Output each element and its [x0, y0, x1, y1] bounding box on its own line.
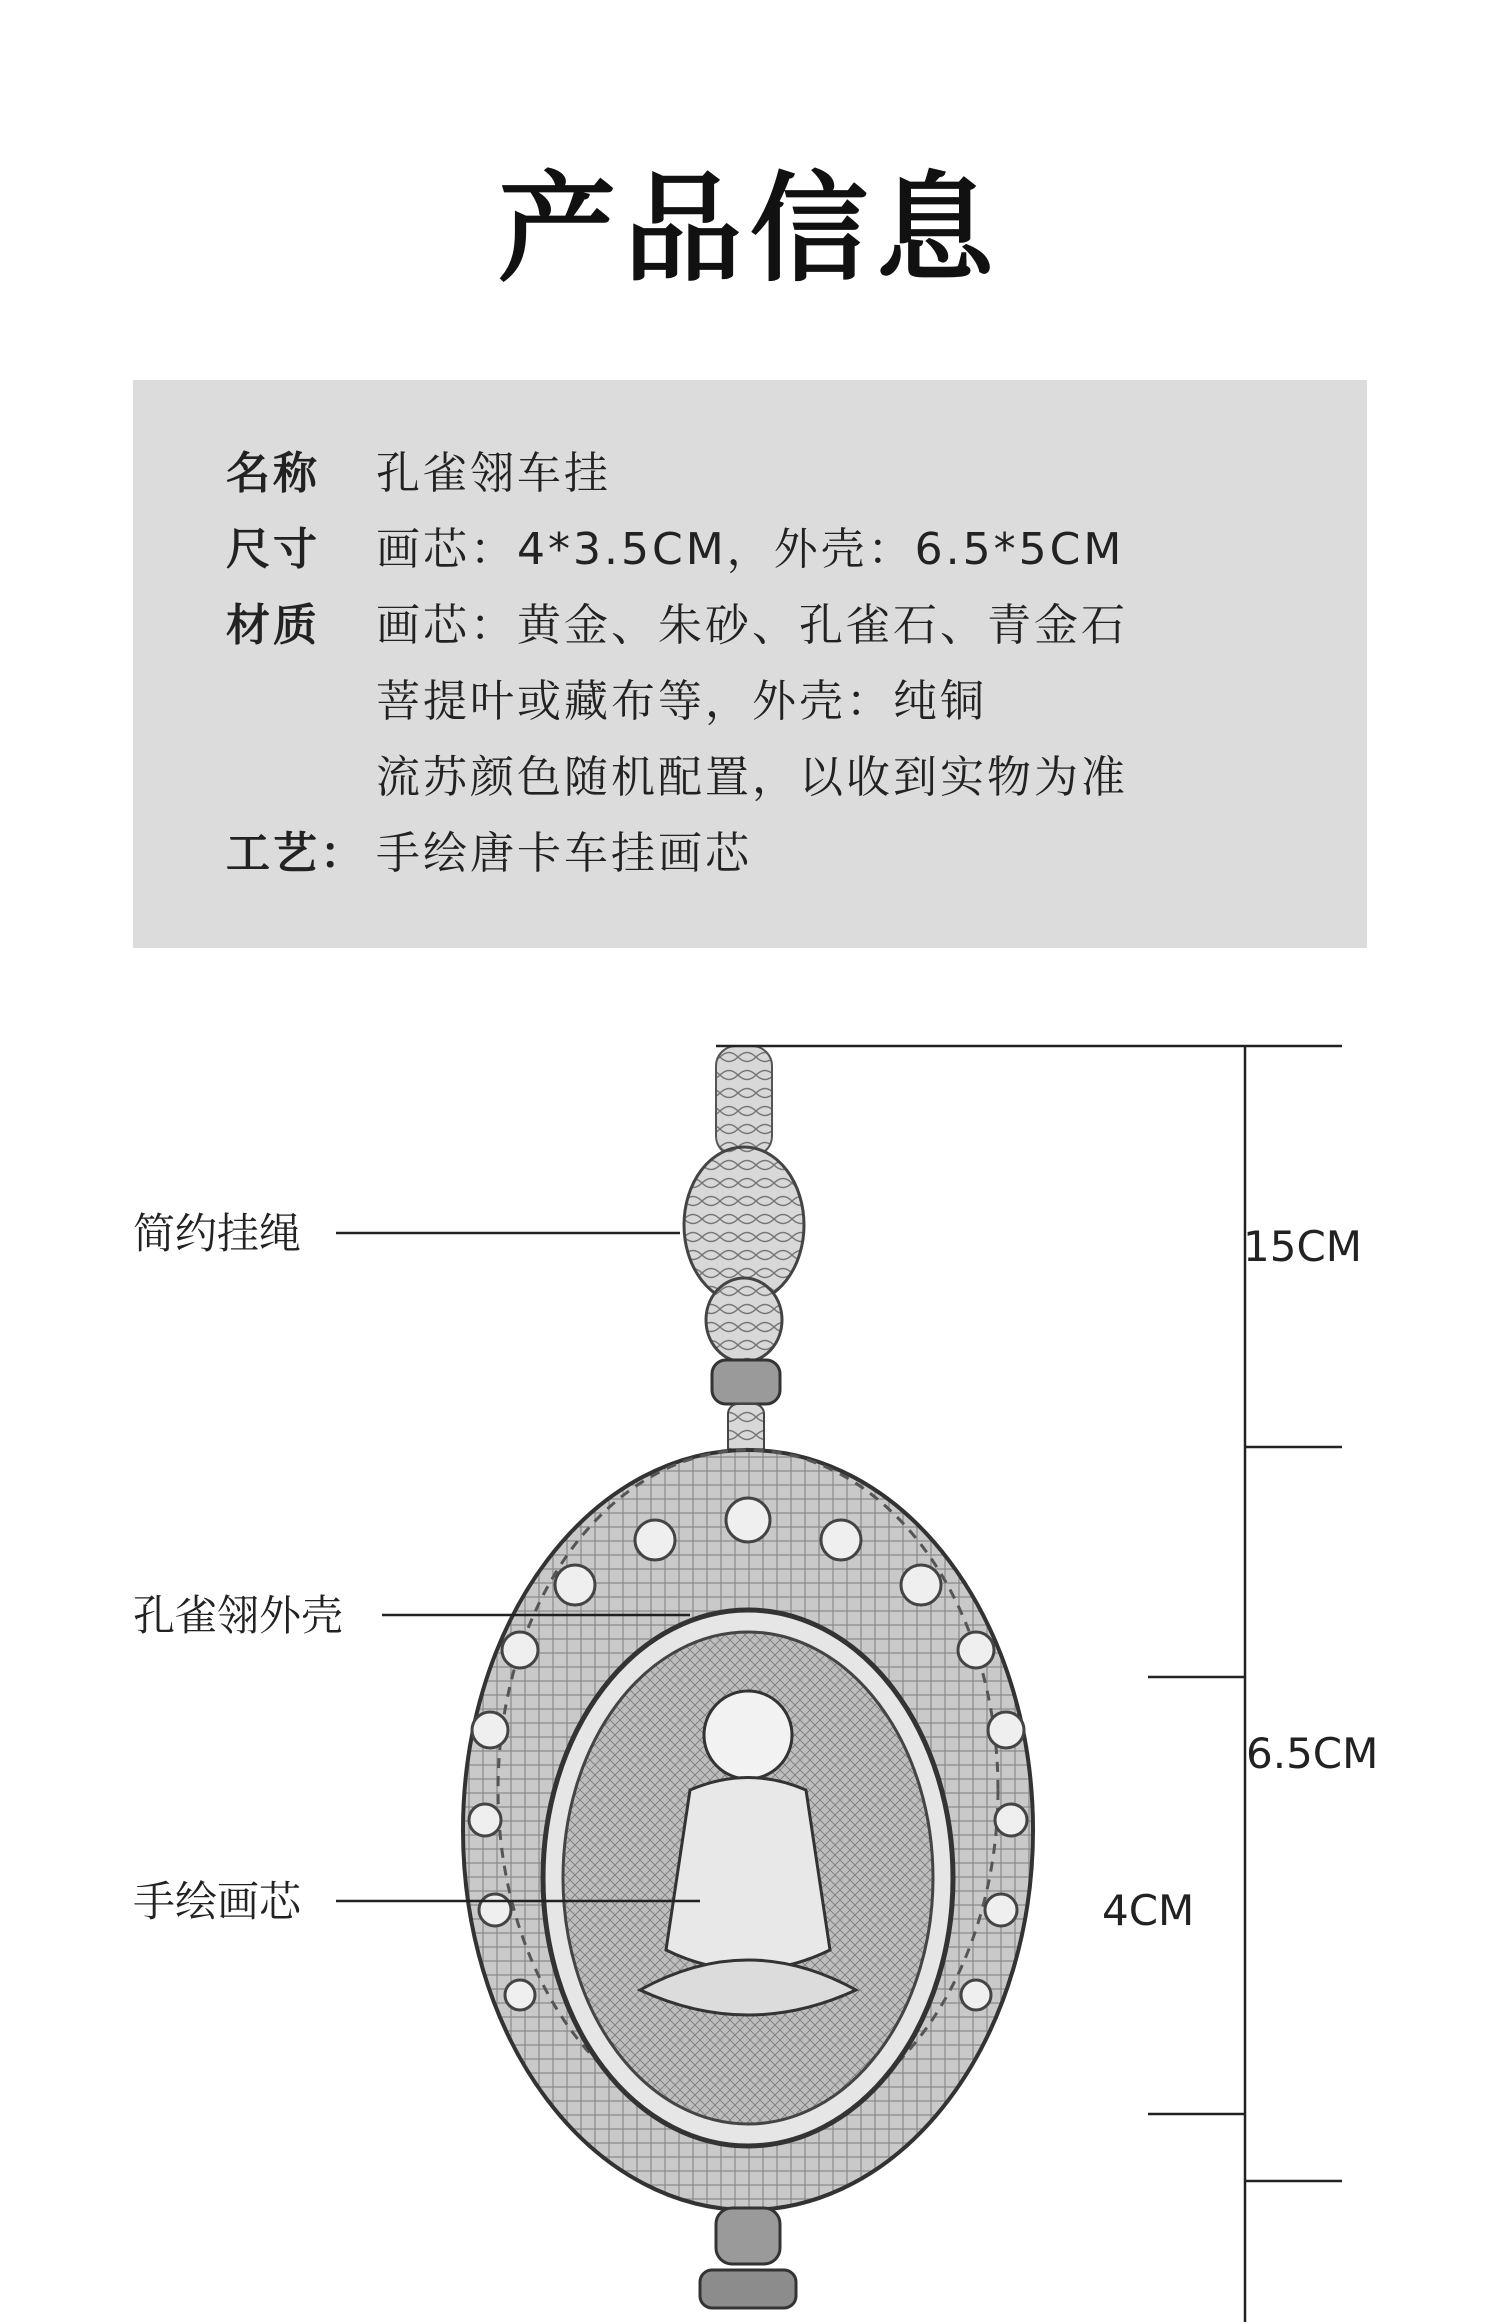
callout-shell: 孔雀翎外壳 — [133, 1591, 344, 1640]
peacock-shell — [463, 1450, 1033, 2308]
size-label: 尺寸 — [226, 524, 320, 575]
info-row-size — [226, 524, 1125, 575]
info-row-name — [226, 448, 611, 499]
page-title: 产品信息 — [497, 160, 1002, 298]
product-diagram — [0, 1030, 1500, 2322]
dim-shell-height: 6.5CM — [1246, 1729, 1379, 1778]
rope-upper — [716, 1046, 772, 1156]
dim-painting-height: 4CM — [1102, 1886, 1195, 1935]
material-line-1: 画芯：黄金、朱砂、孔雀石、青金石 — [376, 600, 1128, 651]
dim-rope-length: 15CM — [1243, 1222, 1363, 1271]
material-line-2: 菩提叶或藏布等，外壳：纯铜 — [376, 676, 987, 727]
info-row-craft — [226, 828, 752, 879]
material-label: 材质 — [226, 600, 320, 651]
craft-label: 工艺： — [226, 828, 367, 879]
product-info-panel — [133, 380, 1367, 948]
bead — [712, 1360, 780, 1404]
size-value: 画芯：4*3.5CM，外壳：6.5*5CM — [376, 524, 1125, 575]
craft-value: 手绘唐卡车挂画芯 — [376, 828, 752, 879]
callout-rope: 简约挂绳 — [133, 1209, 302, 1258]
info-row-material — [226, 600, 1128, 651]
name-value: 孔雀翎车挂 — [376, 448, 611, 499]
material-line-3: 流苏颜色随机配置，以收到实物为准 — [376, 752, 1128, 803]
callout-painting: 手绘画芯 — [133, 1877, 302, 1926]
name-label: 名称 — [226, 448, 320, 499]
